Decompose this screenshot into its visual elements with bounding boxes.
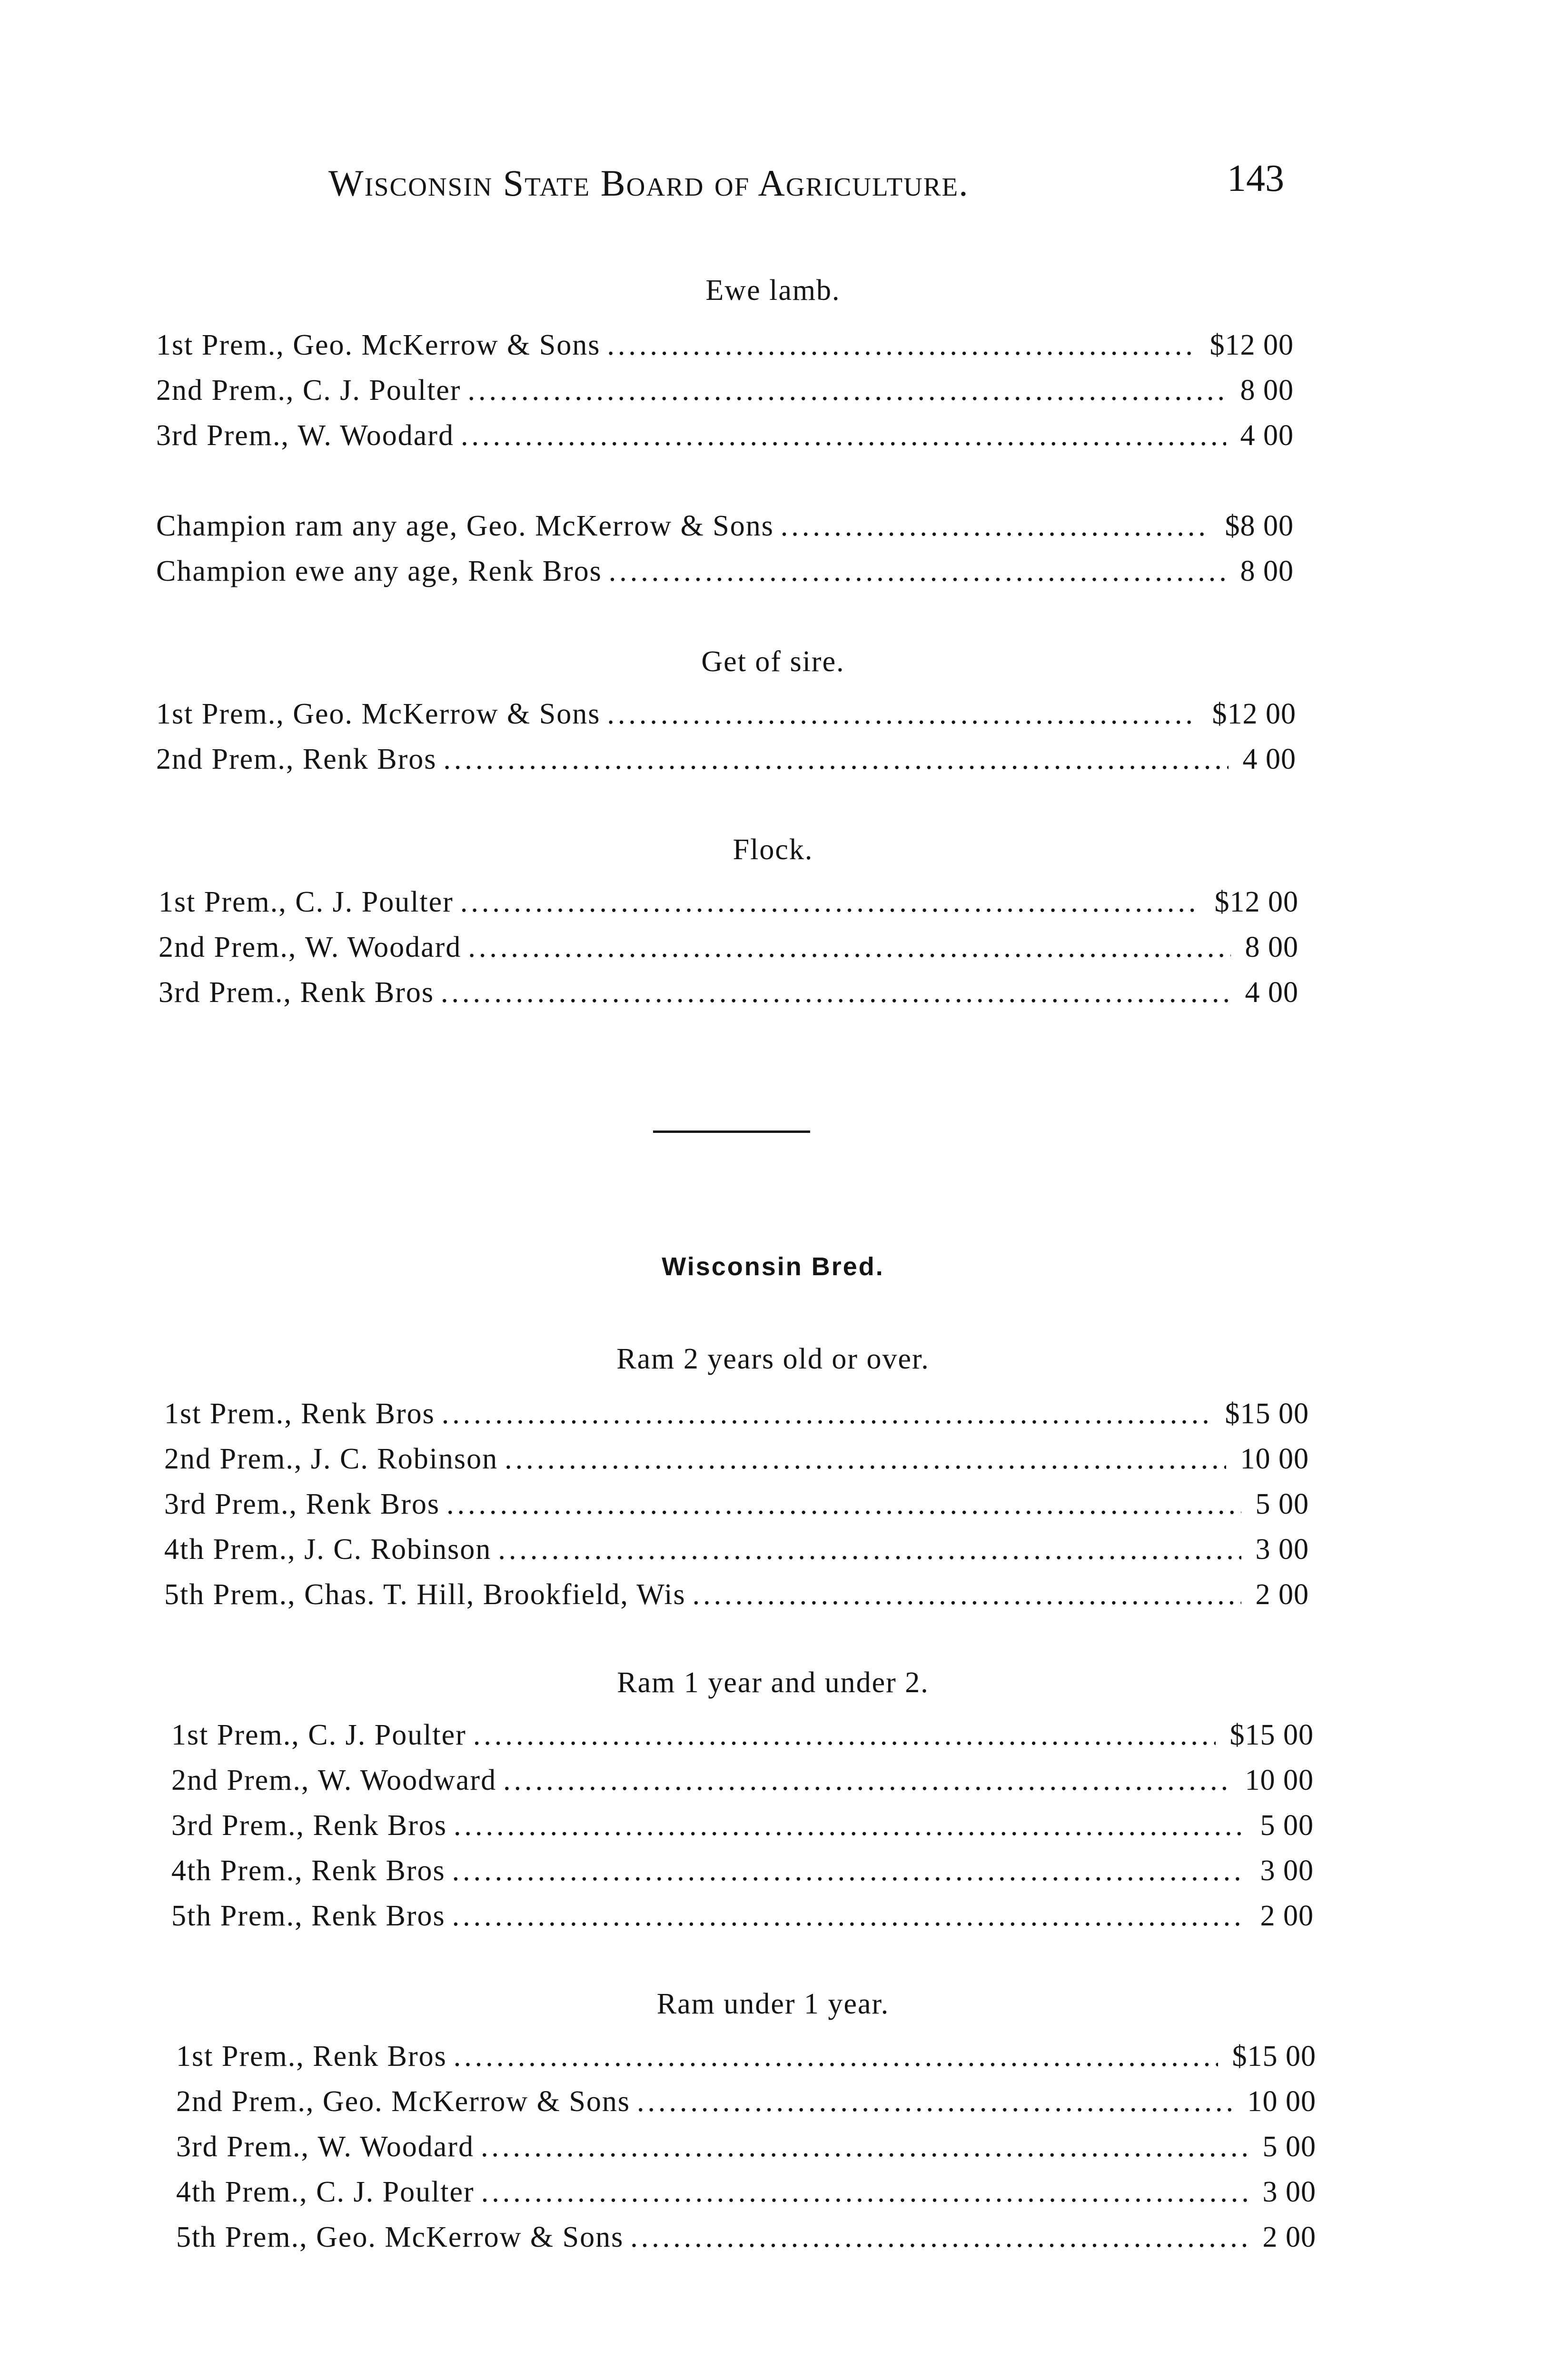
prize-amount: 10 00: [1240, 1443, 1309, 1475]
place-label: 1st Prem.,: [159, 886, 287, 918]
exhibitor-name: C. J. Poulter: [295, 886, 454, 918]
place-label: 4th Prem.,: [176, 2176, 308, 2208]
exhibitor-name: Chas. T. Hill, Brookfield, Wis: [304, 1578, 686, 1611]
section-title-flock: Flock.: [733, 833, 813, 866]
place-label: 3rd Prem.,: [171, 1809, 305, 1842]
place-label: 5th Prem.,: [164, 1578, 296, 1611]
place-label: 3rd Prem.,: [159, 976, 292, 1009]
dot-leader: [454, 2040, 1218, 2073]
place-label: 1st Prem.,: [156, 329, 285, 361]
section-title-ewe-lamb: Ewe lamb.: [705, 274, 841, 307]
place-label: 2nd Prem.,: [156, 743, 295, 775]
place-label: 2nd Prem.,: [156, 374, 295, 407]
prize-amount: 2 00: [1260, 1900, 1314, 1932]
exhibitor-name: Renk Bros: [301, 1398, 435, 1430]
exhibitor-name: Renk Bros: [311, 1900, 446, 1932]
premium-entry: [176, 2130, 1316, 2173]
prize-amount: $12 00: [1209, 329, 1294, 361]
champion-entry: [156, 509, 1294, 552]
prize-amount: 4 00: [1245, 976, 1298, 1009]
exhibitor-name: J. C. Robinson: [304, 1533, 492, 1566]
place-label: 1st Prem.,: [171, 1719, 300, 1751]
dot-leader: [609, 555, 1226, 588]
dot-leader: [468, 931, 1230, 964]
premium-entry: [176, 2085, 1316, 2128]
premium-entry: [171, 1809, 1314, 1852]
section-title-ram-2-years: Ram 2 years old or over.: [616, 1343, 930, 1375]
prize-amount: $15 00: [1232, 2040, 1316, 2073]
dot-leader: [607, 697, 1198, 731]
exhibitor-name: Renk Bros: [313, 2040, 447, 2073]
dot-leader: [442, 1397, 1211, 1431]
dot-leader: [637, 2085, 1233, 2119]
dot-leader: [452, 1899, 1246, 1933]
prize-amount: 3 00: [1260, 1854, 1314, 1887]
dot-leader: [505, 1442, 1226, 1476]
dot-leader: [781, 509, 1211, 543]
dot-leader: [607, 328, 1195, 362]
exhibitor-name: C. J. Poulter: [316, 2176, 475, 2208]
premium-entry: [156, 419, 1294, 462]
dot-leader: [630, 2221, 1248, 2254]
champion-entry: [156, 555, 1294, 597]
prize-amount: 4 00: [1242, 743, 1296, 775]
prize-amount: 8 00: [1240, 555, 1294, 587]
prize-amount: 3 00: [1255, 1533, 1309, 1566]
exhibitor-name: Renk Bros: [313, 1809, 447, 1842]
premium-entry: [156, 328, 1294, 371]
prize-amount: $12 00: [1212, 698, 1296, 730]
page-number: 143: [1227, 158, 1284, 199]
place-label: 1st Prem.,: [164, 1398, 293, 1430]
prize-amount: 3 00: [1262, 2176, 1316, 2208]
exhibitor-name: W. Woodard: [317, 2131, 474, 2163]
exhibitor-name: J. C. Robinson: [310, 1443, 498, 1475]
prize-amount: 5 00: [1262, 2131, 1316, 2163]
prize-amount: 2 00: [1262, 2221, 1316, 2253]
dot-leader: [446, 1488, 1241, 1521]
exhibitor-name: Renk Bros: [311, 1854, 446, 1887]
section-title-ram-under-1: Ram under 1 year.: [656, 1988, 890, 2020]
dot-leader: [441, 976, 1230, 1010]
premium-entry: [171, 1854, 1314, 1897]
dot-leader: [454, 1809, 1246, 1843]
running-title: Wisconsin State Board of Agriculture.: [328, 162, 969, 204]
section-title-ram-1-year: Ram 1 year and under 2.: [617, 1666, 929, 1699]
exhibitor-name: W. Woodward: [317, 1764, 497, 1796]
premium-entry: [164, 1533, 1309, 1576]
dot-leader: [467, 374, 1226, 407]
place-label: 3rd Prem.,: [164, 1488, 298, 1520]
section-title-get-of-sire: Get of sire.: [701, 645, 845, 678]
place-label: 4th Prem.,: [171, 1854, 303, 1887]
place-label: 2nd Prem.,: [164, 1443, 303, 1475]
premium-entry: [176, 2040, 1316, 2082]
exhibitor-name: Geo. McKerrow & Sons: [293, 698, 601, 730]
premium-entry: [159, 885, 1298, 928]
exhibitor-name: Renk Bros: [300, 976, 435, 1009]
dot-leader: [481, 2130, 1249, 2164]
place-label: 2nd Prem.,: [171, 1764, 310, 1796]
place-label: 5th Prem.,: [171, 1900, 303, 1932]
exhibitor-name: C. J. Poulter: [302, 374, 461, 407]
premium-entry: [171, 1764, 1314, 1806]
place-label: 2nd Prem.,: [159, 931, 297, 963]
prize-amount: 10 00: [1245, 1764, 1314, 1796]
exhibitor-name: Renk Bros: [302, 743, 437, 775]
premium-entry: [171, 1899, 1314, 1942]
premium-entry: [159, 931, 1298, 973]
prize-amount: 5 00: [1255, 1488, 1309, 1520]
place-label: 5th Prem.,: [176, 2221, 308, 2253]
dot-leader: [461, 419, 1226, 453]
dot-leader: [503, 1764, 1230, 1797]
prize-amount: 10 00: [1247, 2085, 1316, 2118]
exhibitor-name: Geo. McKerrow & Sons: [322, 2085, 631, 2118]
dot-leader: [481, 2175, 1249, 2209]
dot-leader: [443, 743, 1228, 776]
dot-leader: [473, 1718, 1216, 1752]
section-title-wisconsin-bred: Wisconsin Bred.: [662, 1252, 884, 1281]
place-label: 3rd Prem.,: [156, 419, 290, 452]
place-label: 2nd Prem.,: [176, 2085, 315, 2118]
prize-amount: 5 00: [1260, 1809, 1314, 1842]
prize-amount: 8 00: [1245, 931, 1298, 963]
dot-leader: [452, 1854, 1246, 1888]
premium-entry: [164, 1442, 1309, 1485]
premium-entry: [164, 1488, 1309, 1530]
exhibitor-name: Geo. McKerrow & Sons: [316, 2221, 624, 2253]
exhibitor-name: Renk Bros: [306, 1488, 440, 1520]
prize-amount: 4 00: [1240, 419, 1294, 452]
prize-amount: $15 00: [1229, 1719, 1314, 1751]
section-divider: [653, 1130, 810, 1133]
prize-amount: $12 00: [1214, 886, 1298, 918]
premium-entry: [171, 1718, 1314, 1761]
prize-amount: 8 00: [1240, 374, 1294, 407]
exhibitor-name: W. Woodard: [297, 419, 454, 452]
exhibitor-name: W. Woodard: [305, 931, 462, 963]
place-label: 3rd Prem.,: [176, 2131, 310, 2163]
premium-entry: [156, 697, 1296, 740]
prize-amount: 2 00: [1255, 1578, 1309, 1611]
dot-leader: [460, 885, 1200, 919]
prize-amount: $8 00: [1225, 510, 1294, 542]
exhibitor-name: Geo. McKerrow & Sons: [293, 329, 601, 361]
prize-amount: $15 00: [1225, 1398, 1309, 1430]
premium-entry: [176, 2175, 1316, 2218]
dot-leader: [693, 1578, 1241, 1612]
premium-entry: [156, 743, 1296, 785]
premium-entry: [159, 976, 1298, 1019]
place-label: 1st Prem.,: [156, 698, 285, 730]
place-label: 4th Prem.,: [164, 1533, 296, 1566]
champion-label: Champion ram any age, Geo. McKerrow & Sons: [156, 510, 774, 542]
premium-entry: [164, 1397, 1309, 1440]
champion-label: Champion ewe any age, Renk Bros: [156, 555, 602, 587]
premium-entry: [164, 1578, 1309, 1621]
premium-entry: [156, 374, 1294, 416]
exhibitor-name: C. J. Poulter: [308, 1719, 466, 1751]
premium-entry: [176, 2221, 1316, 2263]
place-label: 1st Prem.,: [176, 2040, 305, 2073]
dot-leader: [498, 1533, 1241, 1567]
